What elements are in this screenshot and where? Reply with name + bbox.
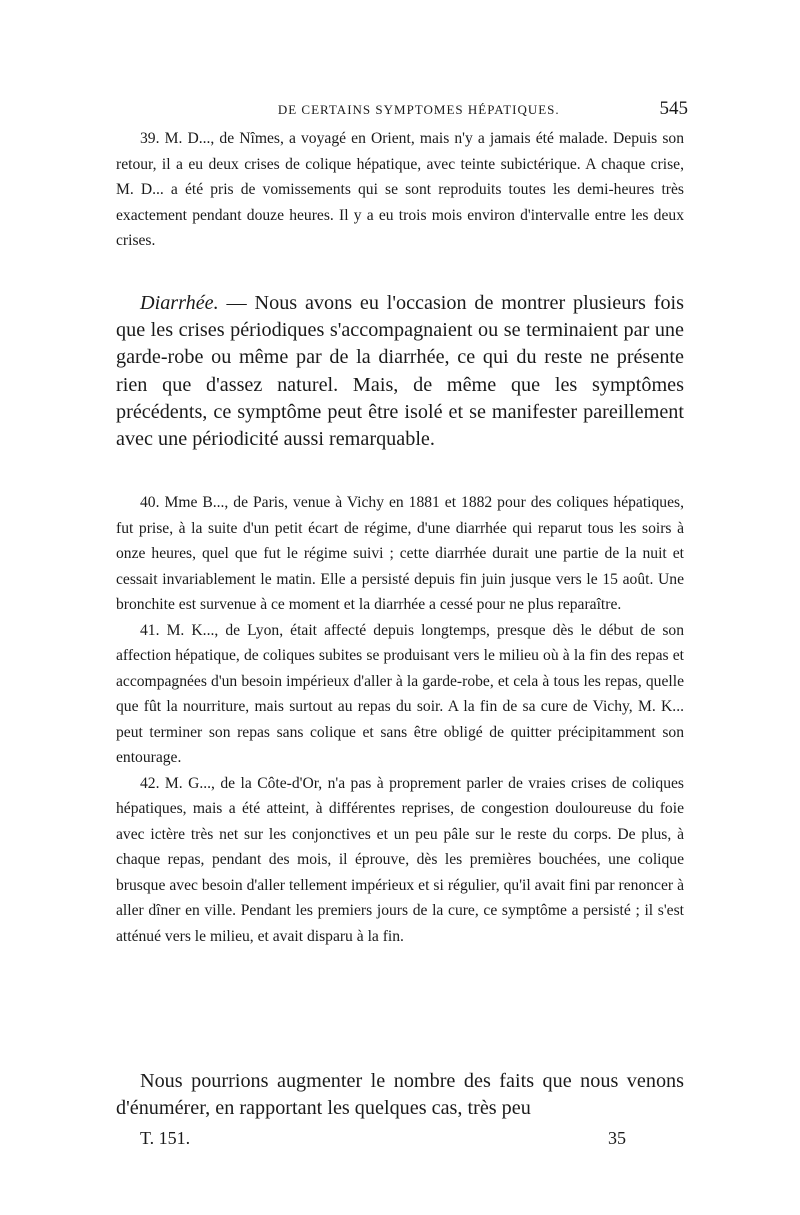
diarrhee-section [116,290,684,453]
diarrhee-text: — Nous avons eu l'occasion de montrer plusieurs fois que les crises périodiques s'accompagnaient ou se terminaient par une garde-robe ou même par de la diarrhée, ce qui du reste ne présente rien que d'assez naturel. Mais, de même que les symptômes précédents, ce symptôme peut être isolé et se manifester pareillement avec une périodicité aussi remarquable. [116,292,684,451]
section-heading: Diarrhée. [140,292,219,314]
page-header [118,98,688,120]
running-title: DE CERTAINS SYMPTOMES HÉPATIQUES. [277,102,560,117]
diarrhee-paragraph [116,290,684,453]
case-39 [116,126,684,254]
case-42-text: 42. M. G..., de la Côte-d'Or, n'a pas à proprement parler de vraies crises de coliques hépatiques, mais a été atteint, à différentes reprises, de congestion douloureuse du foie avec ictère très net sur les conjonctives et un peu pâle sur le reste du corps. De plus, à chaque repas, pendant des mois, il éprouve, dès les premières bouchées, une colique brusque avec besoin d'aller tellement impérieux et si régulier, qu'il avait fini par renoncer à aller dîner en ville. Pendant les premiers jours de la cure, ce symptôme a persisté ; il s'est atténué vers le milieu, et avait disparu à la fin. [116,774,684,945]
volume-number: T. 151. [140,1128,191,1148]
case-40-text: 40. Mme B..., de Paris, venue à Vichy en 1881 et 1882 pour des coliques hépatiques, fut prise, à la suite d'un petit écart de régime, d'une diarrhée qui reparut tous les soirs à onze heures, quel que fut le régime suivi ; cette diarrhée durait une partie de la nuit et cessait invariablement le matin. Elle a persisté depuis fin juin jusque vers le 15 août. Une bronchite est survenue à ce moment et la diarrhée a cessé pour ne plus reparaître. [116,494,684,613]
closing-paragraph: Nous pourrions augmenter le nombre des faits que nous venons d'énumérer, en rapportant les quelques cas, très peu [116,1070,684,1120]
case-list [116,490,684,949]
page-footer [140,1128,626,1149]
page-number: 545 [659,98,688,119]
case-41-text: 41. M. K..., de Lyon, était affecté depuis longtemps, presque dès le début de son affection hépatique, de coliques subites se produisant vers le milieu où à la fin des repas et accompagnées d'un besoin impérieux d'aller à la garde-robe, et cela à tous les repas, quelle que fût la nourriture, mais surtout au repas du soir. A la fin de sa cure de Vichy, M. K... peut terminer son repas sans colique et sans être obligé de quitter précipitamment son entourage. [116,621,684,766]
closing-section [116,1068,684,1122]
case-39-text: 39. M. D..., de Nîmes, a voyagé en Orient, mais n'y a jamais été malade. Depuis son retour, il a eu deux crises de colique hépatique, avec teinte subictérique. A chaque crise, M. D... a été pris de vomissements qui se sont reproduits toutes les demi-heures très exactement pendant douze heures. Il y a eu trois mois environ d'intervalle entre les deux crises. [116,130,684,249]
signature-mark: 35 [608,1128,626,1148]
